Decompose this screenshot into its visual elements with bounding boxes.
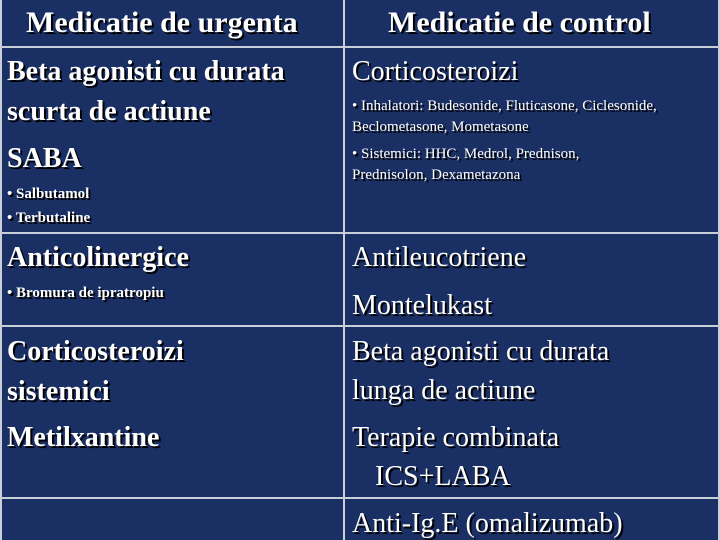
- laba-line1: Beta agonisti cu durata: [352, 336, 610, 367]
- saba-bullet-terbutaline: • Terbutaline: [7, 210, 91, 226]
- anti-ige-omalizumab: Anti-Ig.E (omalizumab): [352, 508, 623, 539]
- anticolinergice-title: Anticolinergice: [7, 242, 189, 273]
- saba-bullet-salbutamol: • Salbutamol: [7, 186, 90, 202]
- saba-title-line1: Beta agonisti cu durata: [7, 56, 285, 87]
- sistemici-line2: Prednisolon, Dexametazona: [352, 167, 521, 183]
- anticolinergice-bullet: • Bromura de ipratropiu: [7, 285, 164, 301]
- header-left: Medicatie de urgenta: [26, 6, 298, 39]
- corticosteroizi-sistemici-line2: sistemici: [7, 376, 110, 407]
- corticosteroizi-title: Corticosteroizi: [352, 56, 519, 87]
- grid-line-row2: [0, 325, 720, 327]
- saba-title-line2: scurta de actiune: [7, 96, 211, 127]
- metilxantine: Metilxantine: [7, 422, 160, 453]
- grid-vertical-divider: [343, 0, 345, 540]
- laba-line2: lunga de actiune: [352, 375, 536, 406]
- corticosteroizi-sistemici-line1: Corticosteroizi: [7, 336, 184, 367]
- grid-line-row3: [0, 497, 720, 499]
- header-right: Medicatie de control: [388, 6, 651, 39]
- montelukast: Montelukast: [352, 290, 492, 321]
- grid-border-left: [0, 0, 2, 540]
- inhalatori-line1: • Inhalatori: Budesonide, Fluticasone, Ciclesonide,: [352, 98, 657, 114]
- inhalatori-line2: Beclometasone, Mometasone: [352, 119, 529, 135]
- sistemici-line1: • Sistemici: HHC, Medrol, Prednison,: [352, 146, 580, 162]
- ics-laba: ICS+LABA: [375, 461, 511, 492]
- grid-line-row1: [0, 232, 720, 234]
- terapie-combinata: Terapie combinata: [352, 422, 560, 453]
- saba-abbr: SABA: [7, 143, 82, 174]
- grid-line-header: [0, 46, 720, 48]
- antileucotriene-title: Antileucotriene: [352, 242, 527, 273]
